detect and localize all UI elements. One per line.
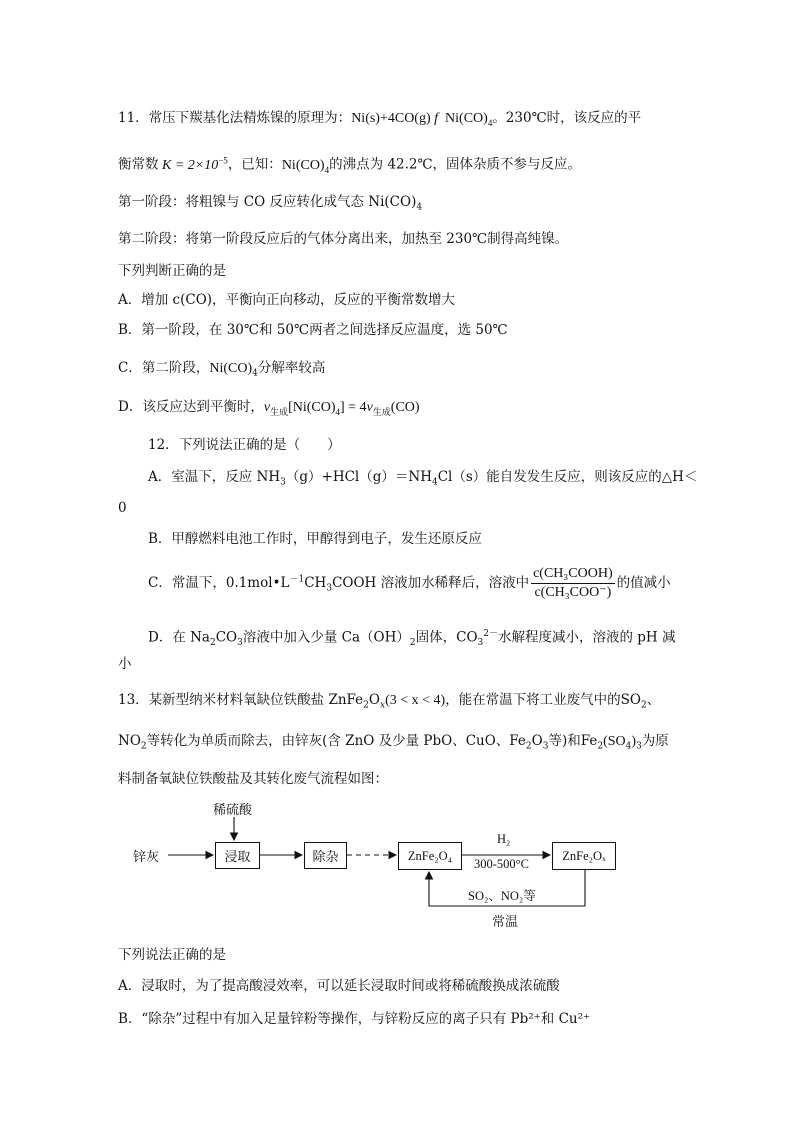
znfe2ox-box: ZnFe₂Oₓ: [552, 842, 616, 870]
q12c-1: C．常温下，0.1mol•L: [148, 575, 290, 591]
q12d-4: 固体，CO: [415, 629, 478, 646]
q11-k-label: 衡常数: [118, 156, 159, 173]
k-value: K = 2×10: [162, 157, 219, 173]
optc-sub: 4: [252, 368, 258, 379]
q11-option-a: A．增加 c(CO)，平衡向正向移动，反应的平衡常数增大: [118, 292, 456, 308]
q12-option-b: B．甲醇燃料电池工作时，甲醇得到电子，发生还原反应: [148, 531, 482, 547]
q13-prompt: 下列说法正确的是: [118, 947, 226, 963]
q13-option-a: A．浸取时，为了提高酸浸效率，可以延长浸取时间或将稀硫酸换成浓硫酸: [118, 978, 560, 994]
q12d-sup: 2－: [483, 629, 498, 639]
q12-option-a: A．室温下，反应 $NH_3(g)+HCl(g)=NH_4Cl(s)$能自发发生反应，则该反应的△H＜: [148, 469, 698, 488]
eq-reactants: Ni(s)+4CO(g): [351, 111, 431, 126]
q12-option-d: D．在 $Na_2CO_3$溶液中加入少量 $Ca(OH)_2$固体，$CO_3^{2-}$水解程度减小，溶液的 pH 减: [148, 629, 676, 649]
zinc-ash-label: 锌灰: [133, 850, 160, 865]
q11-boiling: 的沸点为 42.2℃，固体杂质不参与反应。: [329, 156, 582, 173]
fraction-numerator: c(CH₃COOH): [531, 565, 615, 584]
optd-part-b: [Ni(CO): [288, 400, 336, 415]
optd-part-c: ] = 4: [340, 400, 367, 415]
stage2-text: 第二阶段：将第一阶段反应后的气体分离出来，加热至 230℃制得高纯镍。: [118, 231, 569, 247]
q11-option-b: B．第一阶段，在 30℃和 50℃两者之间选择反应温度，选 50℃: [118, 322, 508, 338]
q11-stem-text: 11．常压下羰基化法精炼镍的原理为：: [118, 110, 352, 126]
q13-2e: (SO: [603, 734, 626, 749]
eq-sub: 4: [487, 117, 493, 128]
q13-2b: 等转化为单质而除去，由锌灰(含 ZnO 及少量 PbO、CuO、Fe: [146, 733, 526, 749]
q13-1d: ，能在常温下将工业废气中的SO: [445, 692, 642, 708]
optd-part-d: (CO): [390, 400, 420, 415]
remove-box: 除杂: [304, 842, 347, 869]
q13-1e: 、: [646, 692, 661, 708]
q12c-4: 的值减小: [616, 575, 671, 591]
gases-label: SO₂、NO₂等: [468, 889, 536, 903]
q12-option-a-cont: 0: [118, 500, 127, 516]
q12c-2: CH: [304, 575, 327, 591]
q13-2g: 为原: [641, 733, 669, 749]
stage1-sub: 4: [416, 202, 423, 213]
optc-suffix: 分解率较高: [257, 360, 326, 376]
q13-range: (3 < x < 4): [385, 693, 446, 708]
q11-known: ，已知：: [227, 156, 282, 173]
q13-1b: O: [368, 692, 380, 708]
q13-line3: 料制备氧缺位铁酸盐及其转化废气流程如图：: [118, 771, 388, 787]
q12c-3: COOH 溶液加水稀释后，溶液中: [332, 575, 530, 591]
q13-1a: 13．某新型纳米材料氧缺位铁酸盐 ZnFe: [118, 692, 364, 708]
q13-2c: O: [531, 733, 543, 749]
q13-option-b: B．“除杂”过程中有加入足量锌粉等操作，与锌粉反应的离子只有 Pb²⁺和 Cu²⁺: [118, 1011, 591, 1027]
fraction-denominator: c(CH₃COO⁻): [534, 585, 612, 600]
nico-formula: Ni(CO): [281, 157, 325, 173]
optc-prefix: C．第二阶段，: [118, 360, 210, 376]
rate-symbol-2: v: [366, 400, 373, 415]
temp-label: 300-500°C: [474, 857, 529, 871]
q12a-3: Cl（s）能自发发生反应，则该反应的△H＜: [437, 469, 698, 485]
q12d-5: 水解程度减小，溶液的 pH 减: [497, 629, 676, 646]
q12a-2: （g）+HCl（g）＝NH: [285, 469, 432, 485]
nico-sub: 4: [324, 164, 330, 175]
q12a-1: A．室温下，反应 NH: [148, 469, 281, 485]
q12-option-c: C．常温下，$0.1mol•L^{-1}CH_3COOH$ 溶液加水稀释后，溶液中 $\frac{\text{c(CH₃COOH)}}{\text{c(CH₃COO⁻)}}$ 的值减小: [148, 566, 671, 600]
q12c-sup: －1: [289, 574, 305, 585]
optc-formula: Ni(CO): [209, 361, 253, 376]
leach-box: 浸取: [215, 842, 260, 869]
eq-arrow-glyph: f: [434, 111, 439, 126]
rate-symbol: v: [263, 400, 271, 415]
acid-label: 稀硫酸: [213, 803, 253, 818]
optd-prefix: D．该反应达到平衡时，: [118, 399, 264, 415]
q11-prompt: 下列判断正确的是: [118, 263, 226, 279]
q13-line2: $NO_2$等转化为单质而除去，由锌灰(含 ZnO 及少量 PbO、CuO、$Fe_2O_3$等)和$Fe_2(SO_4)_3$为原: [118, 733, 669, 752]
q12-option-d-cont: 小: [118, 656, 132, 672]
q12d-2: CO: [215, 629, 238, 646]
eq-product: Ni(CO): [445, 111, 488, 126]
q11-stem-text-2: 。230℃时，该反应的平: [492, 110, 642, 126]
q13-2f: ): [631, 734, 637, 749]
rate-sub-2: 生成: [372, 406, 391, 417]
rate-sub: 生成: [270, 406, 289, 417]
q12d-3: 溶液中加入少量 Ca（OH）: [242, 629, 410, 646]
h2-label: H₂: [497, 832, 511, 846]
stage1-text: 第一阶段：将粗镍与 CO 反应转化成气态 Ni(CO): [118, 194, 417, 210]
optd-sub4: 4: [335, 406, 340, 417]
room-temp-label: 常温: [492, 915, 519, 930]
q13-line1: 13．某新型纳米材料氧缺位铁酸盐 $ZnFe_2O_x(3 < x < 4)$，能在常温下将工业废气中的$SO_2$、: [118, 692, 661, 711]
q13-2a: NO: [118, 733, 141, 749]
znfe2o4-box: ZnFe₂O₄: [398, 842, 462, 870]
q12-stem: 12．下列说法正确的是（ ）: [148, 437, 341, 453]
k-exp: −5: [218, 155, 228, 165]
q13-2d: 等)和Fe: [548, 733, 598, 749]
q12d-1: D．在 Na: [148, 629, 210, 646]
